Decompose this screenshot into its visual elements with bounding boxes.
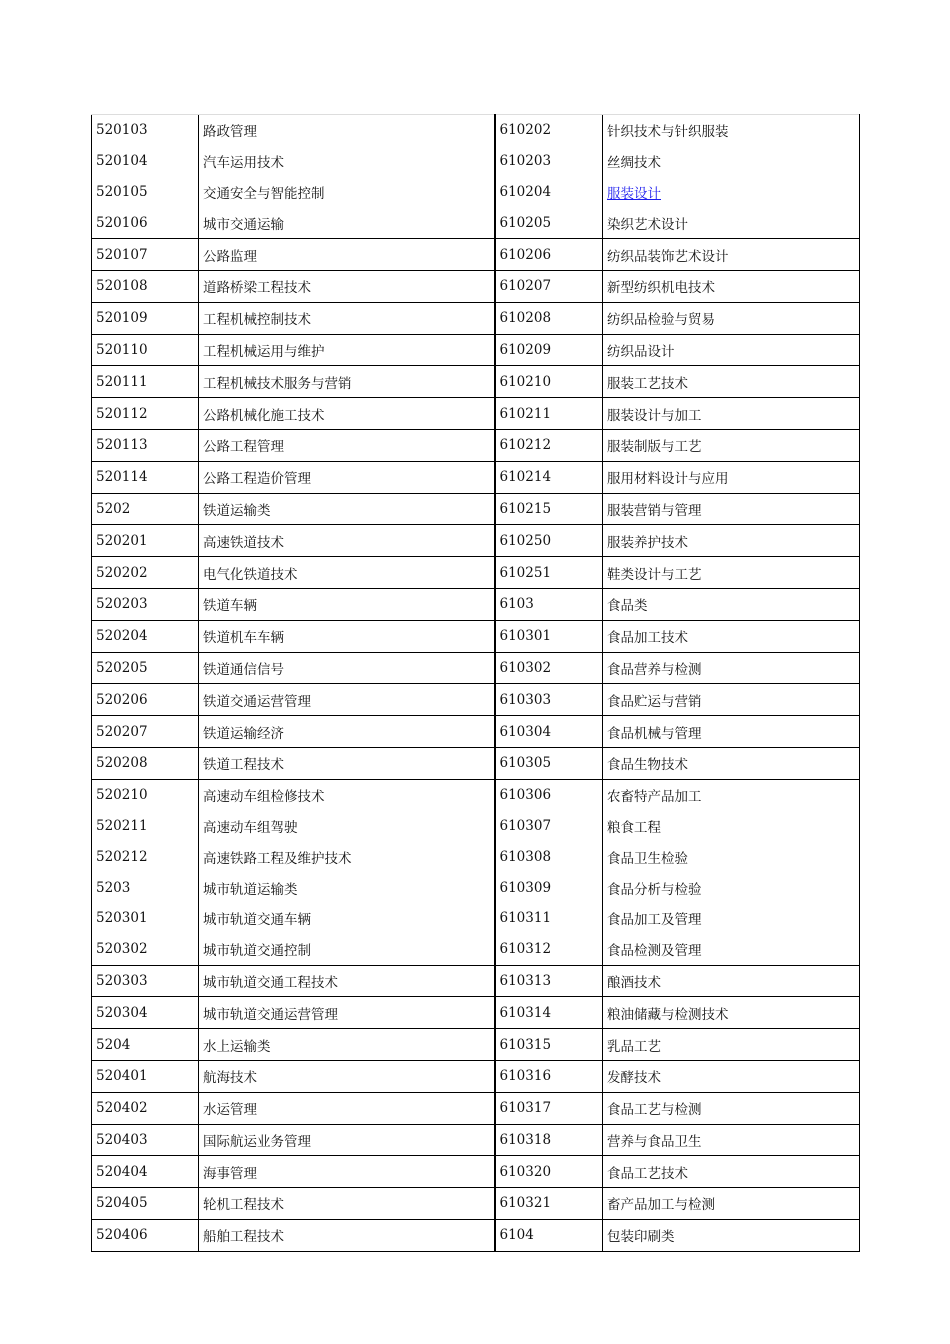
right-code-cell: 610251	[495, 557, 603, 589]
left-name-cell: 轮机工程技术	[199, 1188, 495, 1220]
right-name-cell: 粮食工程	[603, 811, 860, 842]
right-name-cell: 畜产品加工与检测	[603, 1188, 860, 1220]
right-code-cell: 610301	[495, 620, 603, 652]
right-code-cell: 610214	[495, 461, 603, 493]
left-code-cell: 520108	[92, 270, 199, 302]
table-row	[92, 903, 860, 934]
table-row	[92, 146, 860, 177]
right-code-cell: 610311	[495, 903, 603, 934]
left-code-cell: 520210	[92, 779, 199, 810]
right-code-cell: 610313	[495, 965, 603, 997]
right-name-cell: 食品营养与检测	[603, 652, 860, 684]
right-name-cell: 染织艺术设计	[603, 207, 860, 238]
right-code-cell: 610308	[495, 841, 603, 872]
left-name-cell: 汽车运用技术	[199, 146, 495, 177]
left-code-cell: 520206	[92, 684, 199, 716]
left-name-cell: 铁道通信信号	[199, 652, 495, 684]
left-name-cell: 铁道机车车辆	[199, 620, 495, 652]
left-code-cell: 520105	[92, 177, 199, 208]
left-code-cell: 520103	[92, 115, 199, 146]
left-code-cell: 520301	[92, 903, 199, 934]
left-code-cell: 520202	[92, 557, 199, 589]
right-name-cell: 粮油储藏与检测技术	[603, 997, 860, 1029]
left-name-cell: 高速动车组检修技术	[199, 779, 495, 810]
right-name-cell: 服装养护技术	[603, 525, 860, 557]
major-link[interactable]: 服装设计	[607, 185, 661, 202]
left-code-cell: 520401	[92, 1060, 199, 1092]
right-code-cell: 610204	[495, 177, 603, 208]
left-name-cell: 公路工程管理	[199, 429, 495, 461]
table-row	[92, 872, 860, 903]
right-code-cell: 610304	[495, 716, 603, 748]
right-name-cell: 发酵技术	[603, 1060, 860, 1092]
right-code-cell: 610215	[495, 493, 603, 525]
left-name-cell: 公路监理	[199, 239, 495, 271]
left-name-cell: 城市交通运输	[199, 207, 495, 238]
left-name-cell: 航海技术	[199, 1060, 495, 1092]
table-row	[92, 557, 860, 589]
left-name-cell: 城市轨道交通运营管理	[199, 997, 495, 1029]
left-code-cell: 520207	[92, 716, 199, 748]
left-code-cell: 520114	[92, 461, 199, 493]
left-code-cell: 520110	[92, 334, 199, 366]
left-code-cell: 520302	[92, 934, 199, 965]
table-row	[92, 525, 860, 557]
table-row	[92, 934, 860, 965]
right-code-cell: 610202	[495, 115, 603, 146]
right-name-cell: 食品类	[603, 588, 860, 620]
left-name-cell: 高速铁道技术	[199, 525, 495, 557]
left-name-cell: 高速动车组驾驶	[199, 811, 495, 842]
left-code-cell: 520406	[92, 1219, 199, 1251]
right-code-cell: 610316	[495, 1060, 603, 1092]
table-row	[92, 779, 860, 810]
table-row	[92, 716, 860, 748]
right-code-cell: 610209	[495, 334, 603, 366]
right-code-cell: 610205	[495, 207, 603, 238]
right-code-cell: 610210	[495, 366, 603, 398]
table-row	[92, 684, 860, 716]
right-name-cell: 丝绸技术	[603, 146, 860, 177]
right-name-cell: 食品工艺与检测	[603, 1092, 860, 1124]
right-code-cell: 610315	[495, 1029, 603, 1061]
left-code-cell: 520111	[92, 366, 199, 398]
left-name-cell: 船舶工程技术	[199, 1219, 495, 1251]
right-name-cell: 食品卫生检验	[603, 841, 860, 872]
left-code-cell: 520212	[92, 841, 199, 872]
right-name-cell: 包装印刷类	[603, 1219, 860, 1251]
table-row	[92, 811, 860, 842]
right-code-cell: 610318	[495, 1124, 603, 1156]
left-name-cell: 铁道运输经济	[199, 716, 495, 748]
right-code-cell: 610303	[495, 684, 603, 716]
left-code-cell: 520304	[92, 997, 199, 1029]
left-name-cell: 铁道工程技术	[199, 747, 495, 779]
left-name-cell: 公路机械化施工技术	[199, 398, 495, 430]
right-name-cell: 纺织品检验与贸易	[603, 302, 860, 334]
left-name-cell: 水运管理	[199, 1092, 495, 1124]
right-code-cell: 610312	[495, 934, 603, 965]
right-name-cell: 食品分析与检验	[603, 872, 860, 903]
table-row	[92, 461, 860, 493]
table-body	[92, 115, 860, 1252]
right-name-cell: 针织技术与针织服装	[603, 115, 860, 146]
left-code-cell: 520203	[92, 588, 199, 620]
table-row	[92, 270, 860, 302]
right-code-cell: 610314	[495, 997, 603, 1029]
left-code-cell: 520403	[92, 1124, 199, 1156]
left-code-cell: 520303	[92, 965, 199, 997]
right-name-cell: 食品加工技术	[603, 620, 860, 652]
right-name-cell: 新型纺织机电技术	[603, 270, 860, 302]
left-name-cell: 电气化铁道技术	[199, 557, 495, 589]
left-name-cell: 水上运输类	[199, 1029, 495, 1061]
right-name-cell: 食品检测及管理	[603, 934, 860, 965]
table-row	[92, 1060, 860, 1092]
right-name-cell: 营养与食品卫生	[603, 1124, 860, 1156]
left-code-cell: 520201	[92, 525, 199, 557]
table-row	[92, 1188, 860, 1220]
table-row	[92, 398, 860, 430]
right-code-cell: 610207	[495, 270, 603, 302]
left-name-cell: 交通安全与智能控制	[199, 177, 495, 208]
left-name-cell: 工程机械控制技术	[199, 302, 495, 334]
table-row	[92, 177, 860, 208]
left-name-cell: 城市轨道交通车辆	[199, 903, 495, 934]
right-name-cell: 服用材料设计与应用	[603, 461, 860, 493]
left-code-cell: 520205	[92, 652, 199, 684]
major-code-table	[91, 114, 860, 1252]
left-name-cell: 公路工程造价管理	[199, 461, 495, 493]
table-row	[92, 841, 860, 872]
right-name-cell: 服装设计与加工	[603, 398, 860, 430]
table-row	[92, 1124, 860, 1156]
table-row	[92, 429, 860, 461]
right-code-cell: 6103	[495, 588, 603, 620]
left-name-cell: 海事管理	[199, 1156, 495, 1188]
table-row	[92, 334, 860, 366]
left-code-cell: 520107	[92, 239, 199, 271]
right-name-cell: 纺织品设计	[603, 334, 860, 366]
left-code-cell: 520405	[92, 1188, 199, 1220]
table-row	[92, 1156, 860, 1188]
left-name-cell: 城市轨道交通控制	[199, 934, 495, 965]
table-row	[92, 239, 860, 271]
left-code-cell: 520112	[92, 398, 199, 430]
left-name-cell: 城市轨道运输类	[199, 872, 495, 903]
right-name-cell: 食品生物技术	[603, 747, 860, 779]
right-name-cell: 服装制版与工艺	[603, 429, 860, 461]
right-code-cell: 610211	[495, 398, 603, 430]
right-code-cell: 610320	[495, 1156, 603, 1188]
table-row	[92, 1092, 860, 1124]
table-row	[92, 747, 860, 779]
right-name-cell: 酿酒技术	[603, 965, 860, 997]
table-row	[92, 366, 860, 398]
table-row	[92, 493, 860, 525]
right-name-cell: 纺织品装饰艺术设计	[603, 239, 860, 271]
right-name-cell: 服装营销与管理	[603, 493, 860, 525]
left-code-cell: 520113	[92, 429, 199, 461]
table-row	[92, 997, 860, 1029]
table-row	[92, 965, 860, 997]
left-code-cell: 520404	[92, 1156, 199, 1188]
left-name-cell: 国际航运业务管理	[199, 1124, 495, 1156]
left-code-cell: 5202	[92, 493, 199, 525]
left-name-cell: 工程机械技术服务与营销	[199, 366, 495, 398]
right-name-cell: 食品工艺技术	[603, 1156, 860, 1188]
table-row	[92, 302, 860, 334]
left-name-cell: 铁道运输类	[199, 493, 495, 525]
right-code-cell: 610206	[495, 239, 603, 271]
right-code-cell: 610212	[495, 429, 603, 461]
left-code-cell: 520104	[92, 146, 199, 177]
left-code-cell: 520109	[92, 302, 199, 334]
left-code-cell: 520106	[92, 207, 199, 238]
table-row	[92, 652, 860, 684]
left-name-cell: 路政管理	[199, 115, 495, 146]
table-row	[92, 620, 860, 652]
right-name-cell: 食品贮运与营销	[603, 684, 860, 716]
right-code-cell: 610309	[495, 872, 603, 903]
left-name-cell: 铁道车辆	[199, 588, 495, 620]
right-name-cell	[603, 177, 860, 208]
table-row	[92, 1219, 860, 1251]
left-code-cell: 5204	[92, 1029, 199, 1061]
left-name-cell: 高速铁路工程及维护技术	[199, 841, 495, 872]
right-code-cell: 610203	[495, 146, 603, 177]
right-name-cell: 乳品工艺	[603, 1029, 860, 1061]
right-name-cell: 食品机械与管理	[603, 716, 860, 748]
left-code-cell: 520204	[92, 620, 199, 652]
right-code-cell: 610302	[495, 652, 603, 684]
table-row	[92, 1029, 860, 1061]
right-code-cell: 610317	[495, 1092, 603, 1124]
left-code-cell: 5203	[92, 872, 199, 903]
right-code-cell: 610250	[495, 525, 603, 557]
left-code-cell: 520402	[92, 1092, 199, 1124]
right-name-cell: 食品加工及管理	[603, 903, 860, 934]
right-code-cell: 610321	[495, 1188, 603, 1220]
left-name-cell: 道路桥梁工程技术	[199, 270, 495, 302]
left-code-cell: 520211	[92, 811, 199, 842]
right-name-cell: 鞋类设计与工艺	[603, 557, 860, 589]
right-code-cell: 610306	[495, 779, 603, 810]
right-code-cell: 610208	[495, 302, 603, 334]
left-name-cell: 城市轨道交通工程技术	[199, 965, 495, 997]
table-row	[92, 115, 860, 146]
table-row	[92, 207, 860, 238]
right-code-cell: 610307	[495, 811, 603, 842]
right-code-cell: 6104	[495, 1219, 603, 1251]
left-name-cell: 工程机械运用与维护	[199, 334, 495, 366]
left-name-cell: 铁道交通运营管理	[199, 684, 495, 716]
left-code-cell: 520208	[92, 747, 199, 779]
table-row	[92, 588, 860, 620]
right-code-cell: 610305	[495, 747, 603, 779]
right-name-cell: 农畜特产品加工	[603, 779, 860, 810]
right-name-cell: 服装工艺技术	[603, 366, 860, 398]
